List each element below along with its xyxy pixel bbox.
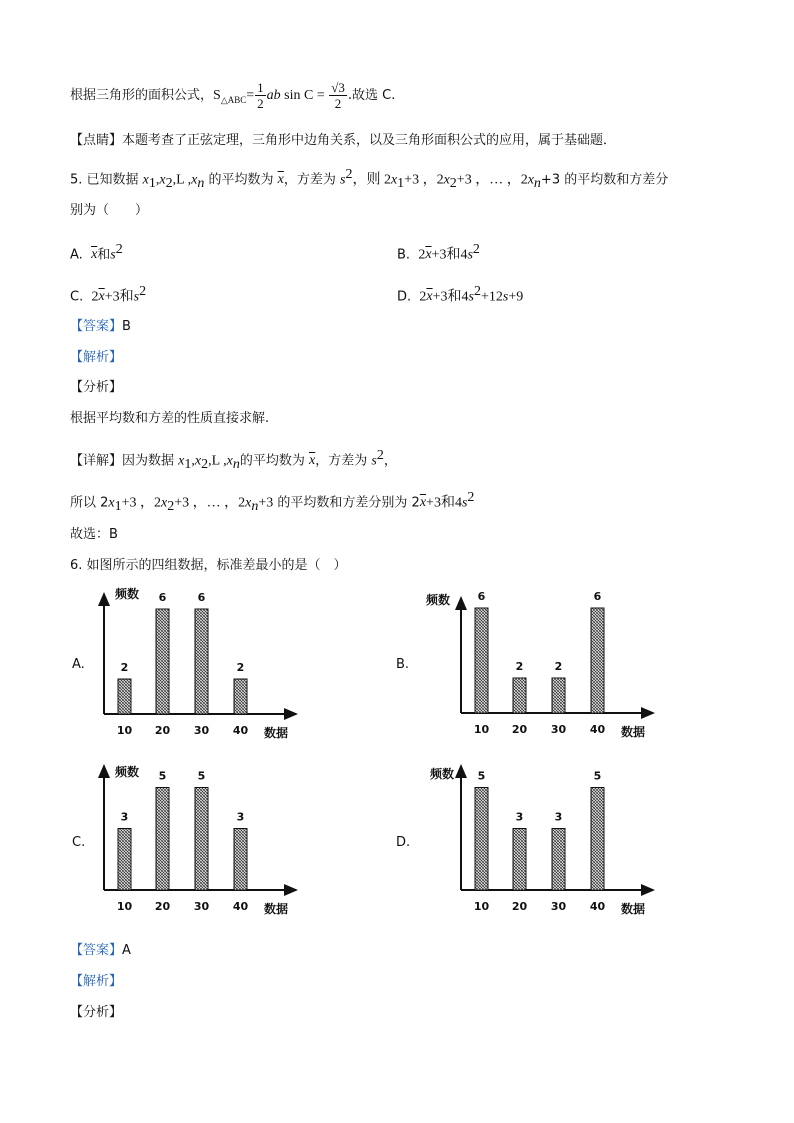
var-x: x	[108, 495, 115, 511]
sup-2: 2	[345, 167, 353, 182]
q5-stem-part: +3 的平均数和方差分	[540, 172, 669, 188]
sub-2: 2	[165, 175, 173, 191]
q5-detail-line2: 所以 $2x_1+3$ ，$2x_2+3$ ，… ，$2x_n+3$ 的平均数和方差分别为 $2\overline{x}+3$和$4s^2$	[70, 490, 475, 514]
var-x: x	[390, 172, 398, 188]
var-s: s	[467, 247, 473, 263]
var-s: s	[461, 495, 468, 511]
sub-1: 1	[114, 498, 122, 514]
detail-label: 【详解】	[70, 453, 123, 469]
q5-stem-part: ，则 2	[352, 172, 391, 188]
chart-a-tick-30: 30	[193, 724, 210, 737]
chart-b-data-label-30: 2	[554, 660, 563, 673]
chart-a-bar-10	[118, 679, 131, 714]
q5-jiexi	[70, 348, 122, 368]
q6-title: 6. 如图所示的四组数据，标准差最小的是（ ）	[70, 558, 347, 573]
option-letter: A.	[70, 247, 83, 263]
chart-b-tick-10: 10	[473, 723, 490, 736]
var-s: s	[133, 289, 140, 305]
sup-2: 2	[115, 242, 123, 257]
detail-text: 因为数据	[122, 453, 179, 469]
var-x1: x	[178, 453, 185, 469]
chart-d-tick-20: 20	[511, 900, 528, 913]
sub-2: 2	[449, 175, 457, 191]
sub-n: n	[251, 498, 259, 514]
chart-a-data-label-10: 2	[120, 661, 129, 674]
sub-2: 2	[167, 498, 175, 514]
jiexi-label: 【解析】	[70, 974, 123, 989]
option-letter: B.	[397, 247, 411, 263]
sub-n: n	[533, 175, 541, 191]
chart-b-tick-40: 40	[589, 723, 606, 736]
chart-c-tick-10: 10	[116, 900, 133, 913]
fraction-half: $\frac{1}{2}$	[257, 80, 264, 111]
option-text: +3和	[104, 289, 134, 305]
var-s: s	[502, 289, 509, 305]
var-xn: x	[226, 453, 233, 469]
xbar: $\overline{x}$	[91, 247, 98, 263]
var-x2: x	[159, 172, 166, 188]
var-s: s	[340, 172, 346, 188]
chart-c-data-label-40: 3	[236, 810, 245, 824]
area-symbol: $S_{\triangle ABC}=$	[213, 88, 255, 105]
q5-fenxi-text	[70, 409, 269, 429]
formula-prefix: 根据三角形的面积公式，	[70, 88, 214, 103]
sup-2: 2	[467, 490, 475, 505]
chart-d-bar-30	[552, 829, 565, 891]
xbar: $\overline{x}$	[419, 495, 427, 511]
chart-d-x-label: 数据	[621, 902, 646, 916]
chart-c-data-label-30: 5	[197, 769, 206, 783]
detail-text: 所以 2	[70, 495, 109, 511]
var-x: x	[443, 172, 450, 188]
chart-c-bar-30	[195, 788, 208, 891]
chart-b-tick-30: 30	[550, 723, 567, 736]
chart-a-tick-20: 20	[154, 724, 171, 737]
option-letter: C.	[70, 289, 84, 305]
q5-stem-part: 的平均数为	[204, 172, 278, 188]
sin-c-term: sin C =	[280, 88, 329, 103]
var-x2: x	[194, 453, 202, 469]
chart-b-data-label-40: 6	[593, 590, 602, 603]
chart-c-bar-40	[234, 829, 247, 891]
chart-d-option-label: D.	[396, 835, 411, 850]
dianjing-line	[70, 131, 616, 151]
chart-d-bar-10	[475, 788, 488, 891]
sub-1: 1	[148, 175, 156, 191]
chart-b-option-label: B.	[396, 657, 410, 672]
q5-stem-part: +3 ，… ，2	[456, 172, 528, 188]
q6-charts	[0, 580, 794, 940]
q5-stem-line2	[70, 201, 148, 221]
coef: 2	[419, 289, 427, 305]
chart-b-data-label-10: 6	[477, 590, 486, 603]
chart-c-tick-30: 30	[193, 900, 210, 913]
chart-d-data-label-30: 3	[554, 810, 563, 824]
chart-d-data-label-40: 5	[593, 769, 602, 783]
chart-b-bar-40	[591, 608, 604, 713]
option-text: 和	[97, 247, 111, 263]
detail-text: +3和4	[426, 495, 462, 511]
chart-c-data-label-20: 5	[158, 769, 167, 783]
xbar: $\overline{x}$	[425, 247, 432, 263]
chart-b-bar-30	[552, 678, 565, 713]
chart-b-x-label: 数据	[621, 725, 646, 739]
detail-text: 的平均数和方差分别为 2	[273, 495, 420, 511]
chart-d-y-label: 频数	[430, 767, 455, 781]
q5-option-d	[397, 282, 523, 307]
chart-a-option-label: A.	[72, 657, 85, 672]
chart-c-x-label: 数据	[264, 902, 289, 916]
var-xn: x	[191, 172, 198, 188]
chart-d-bar-20	[513, 829, 526, 891]
area-formula-line	[70, 80, 395, 111]
chart-a-data-label-20: 6	[158, 591, 167, 604]
option-letter: D.	[397, 289, 412, 305]
xbar: $\overline{x}$	[277, 172, 284, 188]
q6-jiexi	[70, 972, 122, 992]
chart-b-data-label-20: 2	[515, 660, 524, 673]
sub-2: 2	[201, 456, 209, 472]
dianjing-text: 本题考查了正弦定理，三角形中边角关系，以及三角形面积公式的应用，属于基础题．	[122, 133, 617, 148]
chart-d-tick-40: 40	[589, 900, 606, 913]
coef: 2	[91, 289, 99, 305]
var-x1: x	[142, 172, 149, 188]
q5-option-c	[70, 282, 146, 307]
option-text: +3和4	[432, 289, 469, 305]
q5-detail-line: 【详解】因为数据 $x_1,x_2,L$ $,x_n$的平均数为 $\overline{x}$，方差为 $s^2$，	[70, 448, 397, 472]
detail-text: +3 ，… ，2	[174, 495, 246, 511]
fraction-sqrt3: $\frac{√3}{2}$	[331, 80, 345, 111]
chart-a-x-label: 数据	[264, 726, 289, 740]
option-text: +12	[481, 289, 503, 305]
answer-label: 【答案】	[70, 319, 123, 334]
var-x: x	[245, 495, 252, 511]
q6-stem	[70, 556, 347, 576]
xbar: $\overline{x}$	[98, 289, 105, 305]
q5-fenxi	[70, 378, 122, 398]
chart-a-bar-40	[234, 679, 247, 714]
dianjing-label: 【点睛】	[70, 133, 123, 148]
sup-2: 2	[376, 448, 384, 463]
var-x: x	[527, 172, 534, 188]
q6-answer-line	[70, 941, 131, 961]
detail-text: +3 ，2	[121, 495, 162, 511]
chart-d-data-label-20: 3	[515, 810, 524, 824]
ellipsis-l: ,L ,	[172, 172, 192, 188]
fenxi-text: 根据平均数和方差的性质直接求解.	[70, 411, 270, 426]
chart-b-y-label: 频数	[426, 593, 451, 607]
chart-c-bar-20	[156, 788, 169, 891]
q5-choose	[70, 525, 118, 545]
ellipsis-l: ,L ,	[208, 453, 227, 469]
xbar: $\overline{x}$	[426, 289, 433, 305]
answer-value: B	[122, 319, 131, 334]
chart-a-data-label-40: 2	[236, 661, 245, 674]
answer-label: 【答案】	[70, 943, 123, 958]
option-text: +9	[508, 289, 524, 305]
chart-c-tick-40: 40	[232, 900, 249, 913]
sup-2: 2	[474, 284, 481, 299]
chart-a-bar-30	[195, 609, 208, 714]
option-text: +3和4	[431, 247, 468, 263]
var-s: s	[110, 247, 116, 263]
q5-stem-part: +3 ，2	[404, 172, 444, 188]
chart-b-bar-20	[513, 678, 526, 713]
chart-c-bar-10	[118, 829, 131, 891]
chart-a-data-label-30: 6	[197, 591, 206, 604]
chart-b-tick-20: 20	[511, 723, 528, 736]
ab-term: ab	[266, 88, 281, 103]
q5-stem-part: 别为（ ）	[70, 203, 149, 218]
comma: ,	[155, 172, 160, 188]
var-s: s	[468, 289, 474, 305]
sub-1: 1	[397, 175, 405, 191]
q5-stem-part: ，方差为	[283, 172, 340, 188]
xbar: $\overline{x}$	[309, 453, 316, 469]
chart-c-option-label: C.	[72, 835, 86, 850]
chart-d-data-label-10: 5	[477, 769, 486, 783]
comma: ,	[191, 453, 195, 469]
q5-answer-line	[70, 317, 131, 337]
q5-stem-part: 5. 已知数据	[70, 172, 143, 188]
chart-c-data-label-10: 3	[120, 810, 129, 824]
formula-tail: .故选 C.	[347, 88, 396, 103]
detail-text: 的平均数为	[239, 453, 309, 469]
sub-n: n	[197, 175, 205, 191]
var-x: x	[161, 495, 168, 511]
sub-1: 1	[184, 456, 192, 472]
choose-text: 故选：B	[70, 527, 118, 542]
q5-option-a	[70, 240, 123, 265]
chart-b-bar-10	[475, 608, 488, 713]
jiexi-label: 【解析】	[70, 350, 123, 365]
chart-a-tick-40: 40	[232, 724, 249, 737]
q5-option-b	[397, 240, 480, 265]
chart-d-tick-10: 10	[473, 900, 490, 913]
sup-2: 2	[139, 284, 147, 299]
fenxi-label: 【分析】	[70, 1005, 123, 1020]
chart-d-bar-40	[591, 788, 604, 891]
chart-a-y-label: 频数	[115, 587, 140, 601]
chart-d-tick-30: 30	[550, 900, 567, 913]
q5-stem-line1	[70, 165, 668, 194]
detail-text: ，方差为	[315, 453, 372, 469]
var-s: s	[371, 453, 377, 469]
chart-a-bar-20	[156, 609, 169, 714]
chart-a-tick-10: 10	[116, 724, 133, 737]
q6-fenxi	[70, 1003, 122, 1023]
sup-2: 2	[472, 242, 480, 257]
chart-c-y-label: 频数	[115, 765, 140, 779]
fenxi-label: 【分析】	[70, 380, 123, 395]
coef: 2	[418, 247, 426, 263]
answer-value: A	[122, 943, 131, 958]
sub-n: n	[232, 456, 240, 472]
chart-c-tick-20: 20	[154, 900, 171, 913]
